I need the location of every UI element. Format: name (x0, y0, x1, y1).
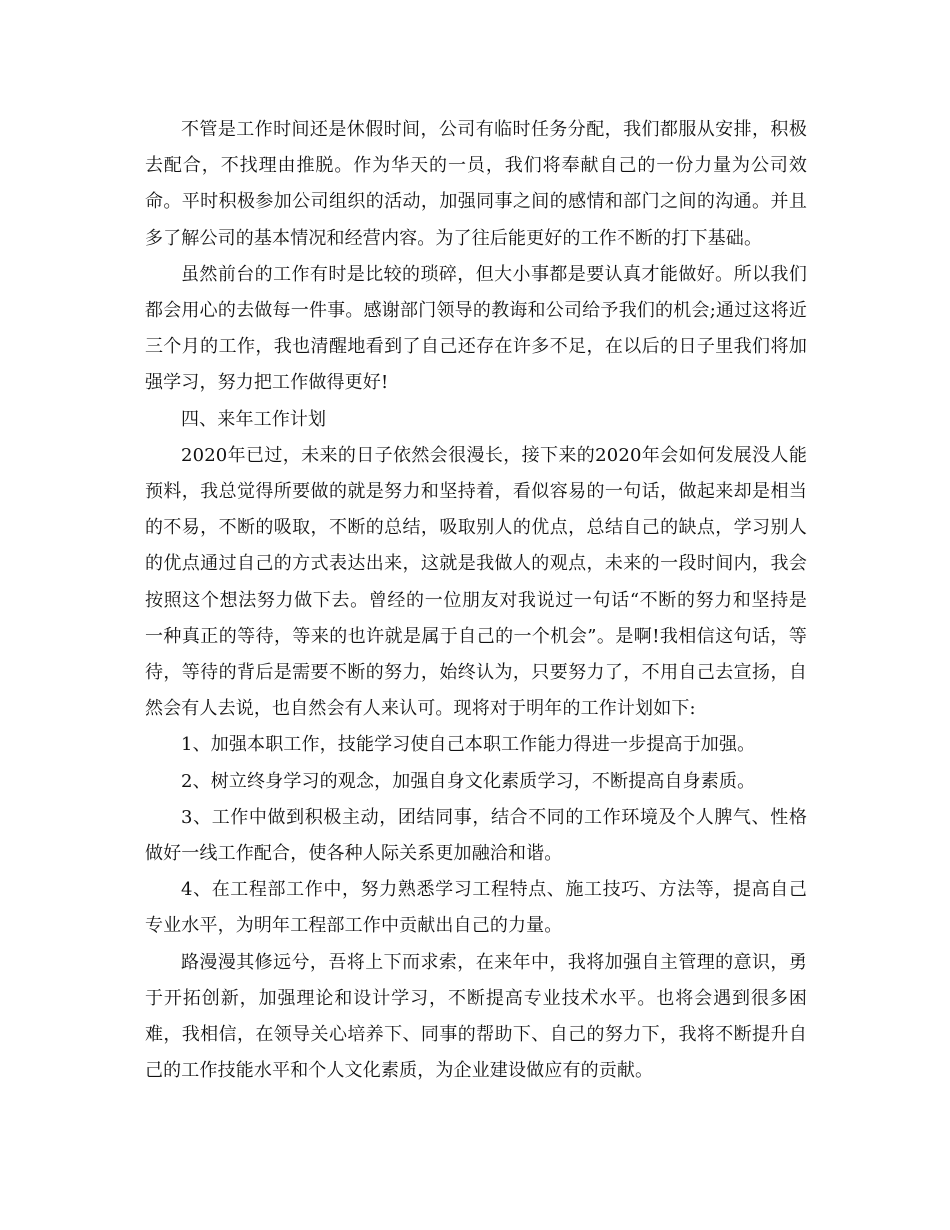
plan-item-2: 2、树立终身学习的观念，加强自身文化素质学习，不断提高自身素质。 (181, 770, 756, 792)
plan-item-4: 4、在工程部工作中，努力熟悉学习工程特点、施工技巧、方法等，提高自己专业水平，为明年工程部工作中贡献出自己的力量。 (145, 879, 807, 937)
paragraph-year-outlook: 2020年已过，未来的日子依然会很漫长，接下来的2020年会如何发展没人能预料，我总觉得所要做的就是努力和坚持着，看似容易的一句话，做起来却是相当的不易，不断的吸取，不断的总结，吸取别人的优点，总结自己的缺点，学习别人的优点通过自己的方式表达出来，这就是我做人的观点，未来的一段时间内，我会按照这个想法努力做下去。曾经的一位朋友对我说过一句话“不断的努力和坚持是一种真正的等待，等来的也许就是属于自己的一个机会”。是啊!我相信这句话，等待，等待的背后是需要不断的努力，始终认为，只要努力了，不用自己去宣扬，自然会有人去说，也自然会有人来认可。现将对于明年的工作计划如下: (145, 444, 807, 720)
paragraph-company-tasks: 不管是工作时间还是休假时间，公司有临时任务分配，我们都服从安排，积极去配合，不找理由推脱。作为华天的一员，我们将奉献自己的一份力量为公司效命。平时积极参加公司组织的活动，加强同事之间的感情和部门之间的沟通。并且多了解公司的基本情况和经营内容。为了往后能更好的工作不断的打下基础。 (145, 119, 807, 249)
paragraph-closing: 路漫漫其修远兮，吾将上下而求索，在来年中，我将加强自主管理的意识，勇于开拓创新，加强理论和设计学习，不断提高专业技术水平。也将会遇到很多困难，我相信，在领导关心培养下、同事的帮助下、自己的努力下，我将不断提升自己的工作技能水平和个人文化素质，为企业建设做应有的贡献。 (145, 951, 807, 1082)
plan-item-3: 3、工作中做到积极主动，团结同事，结合不同的工作环境及个人脾气、性格做好一线工作配合，使各种人际关系更加融洽和谐。 (145, 806, 807, 865)
plan-item-1: 1、加强本职工作，技能学习使自己本职工作能力得进一步提高于加强。 (181, 734, 756, 756)
paragraph-front-desk-work: 虽然前台的工作有时是比较的琐碎，但大小事都是要认真才能做好。所以我们都会用心的去做每一件事。感谢部门领导的教诲和公司给予我们的机会;通过这将近三个月的工作，我也清醒地看到了自己还存在许多不足，在以后的日子里我们将加强学习，努力把工作做得更好! (145, 263, 807, 394)
document-body (145, 112, 807, 1089)
section-heading-work-plan: 四、来年工作计划 (181, 408, 327, 430)
